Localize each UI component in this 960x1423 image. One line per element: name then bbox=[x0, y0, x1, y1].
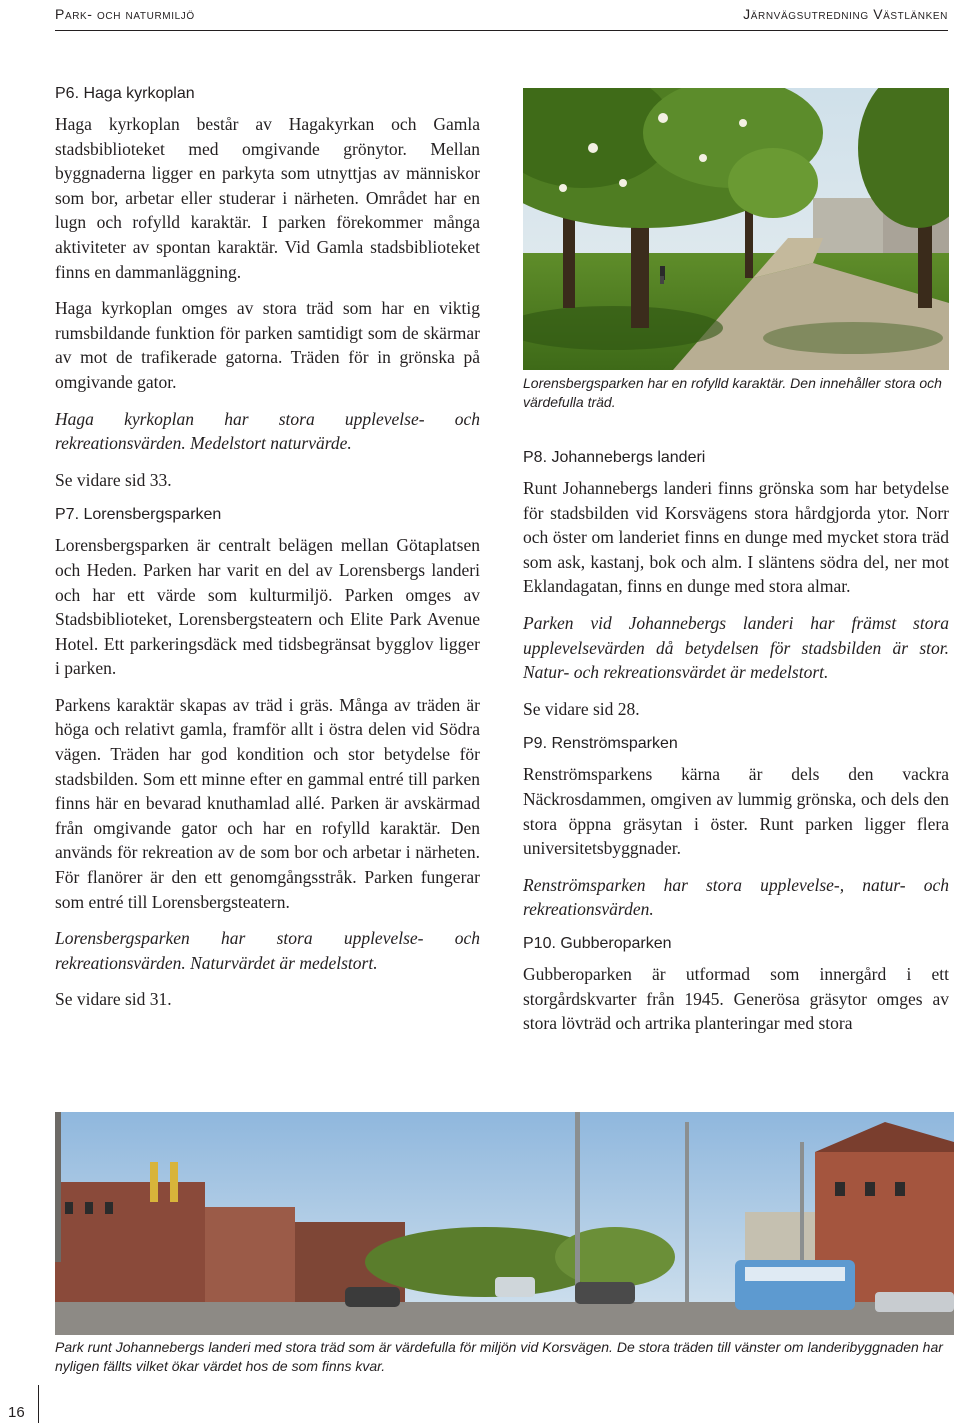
p8-paragraph-1: Runt Johannebergs landeri finns grönska som har betydelse för stadsbilden vid Korsvägens stora hårdgjorda ytor. Norr och öster om landeriet finns en dunge med mycket stora träd som ask, kastanj, bok och alm. I släntens södra del, ner mot Eklandagatan, finns en dunge med stora almar. bbox=[523, 478, 949, 597]
running-header-section: Park- och naturmiljö bbox=[55, 6, 195, 22]
p8-heading: P8. Johannebergs landeri bbox=[523, 449, 706, 466]
page-number: 16 bbox=[8, 1404, 25, 1421]
running-header-title: Järnvägsutredning Västlänken bbox=[743, 6, 948, 22]
p6-paragraph-2: Haga kyrkoplan omges av stora träd som har en viktig rumsbildande funktion för parken samtidigt som de skärmar av mot de trafikerade gatorna. Träden för in grönska på omgivande gator. bbox=[55, 298, 480, 392]
header-rule bbox=[55, 30, 948, 31]
right-column bbox=[523, 448, 949, 1048]
p7-value-note: Lorensbergsparken har stora upplevelse- och rekreationsvärden. Naturvärdet är medelstort. bbox=[55, 928, 480, 973]
p7-paragraph-1: Lorensbergsparken är centralt belägen mellan Götaplatsen och Heden. Parken har varit en del av Lorensbergs landeri och har ett värde som kulturmiljö. Parken omges av Stadsbiblioteket, Lorensbergsteatern och Elite Park Avenue Hotel. Ett parkeringsdäck med tidsbegränsat bygglov ligger i parken. bbox=[55, 535, 480, 679]
p6-heading: P6. Haga kyrkoplan bbox=[55, 85, 195, 102]
korsvagen-street-photo bbox=[55, 1112, 954, 1335]
p10-heading: P10. Gubberoparken bbox=[523, 934, 672, 952]
p8-see-more: Se vidare sid 28. bbox=[523, 698, 640, 719]
p6-see-more: Se vidare sid 33. bbox=[55, 469, 172, 490]
p9-paragraph-1: Renströmsparkens kärna är dels den vackra Näckrosdammen, omgiven av lummig grönska, och dels den stora öppna gräsytan i öster. Runt parken ligger flera universitetsbyggnader. bbox=[523, 764, 949, 859]
p6-value-note: Haga kyrkoplan har stora upplevelse- och rekreationsvärden. Medelstort naturvärde. bbox=[55, 408, 480, 454]
left-column bbox=[55, 84, 480, 1024]
street-photo-caption: Park runt Johannebergs landeri med stora träd som är värdefulla för miljön vid Korsvägen. De stora träden till vänster om landeribyggnaden har nyligen fällts vilket ökar värdet hos de som finns kvar. bbox=[55, 1339, 943, 1374]
p10-paragraph-1: Gubberoparken är utformad som innergård i ett storgårdskvarter från 1945. Generösa gräsytor omges av stora lövträd och artrika planteringar med stora bbox=[523, 963, 949, 1034]
p7-paragraph-2: Parkens karaktär skapas av träd i gräs. Många av träden är höga och relativt gamla, framför allt i östra delen vid Södra vägen. Träden har god kondition och stor betydelse för stadsbilden. Som ett minne efter en gammal entré till parken finns här en bevarad knuthamlad allé. Parken är avskärmad från omgivande gator och har en rofylld karaktär. Den används för rekreation av de som bor och arbetar i närheten. För flanörer är den ett genomgångsstråk. Parken fungerar som entré till Lorensbergsteatern. bbox=[55, 694, 480, 912]
p8-value-note: Parken vid Johannebergs landeri har främst stora upplevelsevärden då betydelsen för stadsbilden är stor. Natur- och rekreationsvärdet är medelstort. bbox=[523, 612, 949, 683]
p7-see-more: Se vidare sid 31. bbox=[55, 989, 172, 1010]
page-number-rule bbox=[38, 1385, 39, 1423]
p9-heading: P9. Renströmsparken bbox=[523, 735, 678, 753]
p9-value-note: Renströmsparken har stora upplevelse-, natur- och rekreationsvärden. bbox=[523, 874, 949, 920]
p7-heading: P7. Lorensbergsparken bbox=[55, 506, 222, 524]
park-photo-caption: Lorensbergsparken har en rofylld karaktär. Den innehåller stora och värdefulla träd. bbox=[523, 375, 942, 410]
park-photo-lorensbergsparken bbox=[523, 88, 949, 370]
p6-paragraph-1: Haga kyrkoplan består av Hagakyrkan och Gamla stadsbiblioteket med omgivande grönytor. Mellan byggnaderna ligger en parkyta som utnyttjas av människor som bor, arbetar eller studerar i närheten. Området har en lugn och rofylld karaktär. I parken förekommer många aktiviteter av spontan karaktär. Vid Gamla stadsbiblioteket finns en dammanläggning. bbox=[55, 114, 480, 282]
